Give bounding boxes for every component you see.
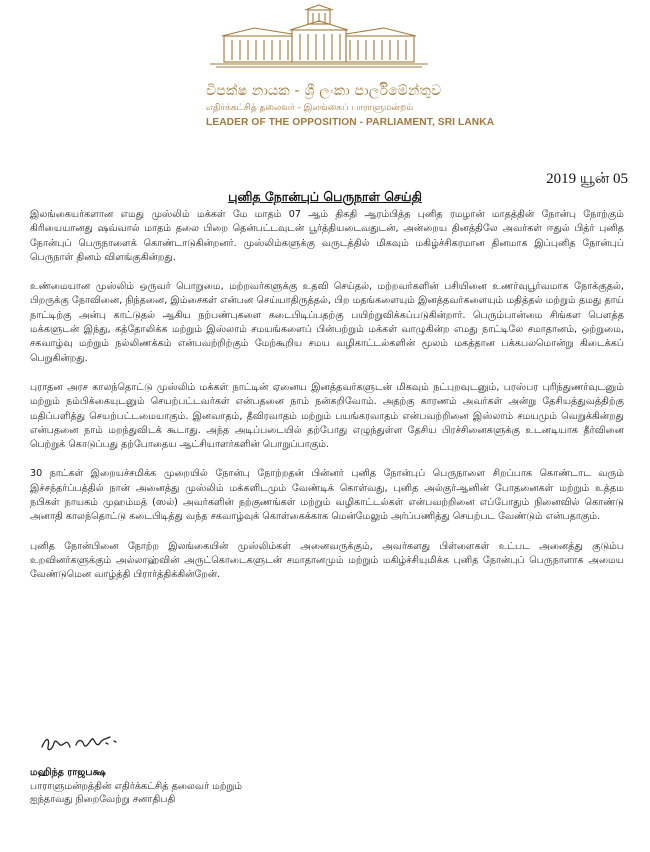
document-title-text: புனித நோன்புப் பெருநாள் செய்தி <box>228 189 422 204</box>
paragraph: உண்மையான முஸ்லிம் ஒருவர் பொறுமை, மற்றவர்களுக்கு உதவி செய்தல், மற்றவர்களின் பசியினை உணர்வுபூர்வமாக நோக்குதல், பிறருக்கு நோவினை, நிந்தனை, இம்சைகள் என்பன செய்யாதிருத்தல், பிற மதங்களையும் இனத்தவர்களையும் மதித்தல் மற்றும் தமது தாய் நாட்டிற்கு அன்பு காட்டுதல் ஆகிய நற்பண்புகளை கடைபிடிப்பதற்கு பயிற்றுவிக்கப்படுகின்றார். பெரும்பான்மை சிங்கள பௌத்த மக்களுடன் இந்து, கத்தோலிக்க மற்றும் இஸ்லாம் சமயங்களைப் பின்பற்றும் மக்கள் வாழுகின்ற எமது நாட்டிலே சமாதானம், ஒற்றுமை, சகவாழ்வு மற்றும் நல்லிணக்கம் என்பவற்றிற்கும் மேற்கூறிய சமய வழிகாட்டல்களின் மூலம் மகத்தான பக்கபலமொன்று கிடைக்கப் பெறுகின்றது. <box>30 281 624 364</box>
parliament-building-logo-icon <box>206 4 432 68</box>
header-sinhala-title: විපක්ෂ නායක - ශ්‍රී ලංකා පාර්ලිමේන්තුව <box>206 83 442 99</box>
paragraph: 30 நாட்கள் இறையச்சமிக்க முறையில் நோன்பு நோற்றதன் பின்னர் புனித நோன்புப் பெருநாளை சிறப்பாக கொண்டாட வரும் இச்சந்தர்ப்பத்தில் நான் அனைத்து முஸ்லிம் மக்களிடமும் வேண்டிக் கொள்வது, புனித அல்குர்ஆனின் போதனைகள் மற்றும் உத்தம நபிகள் நாயகம் முஹம்மத் (ஸல்) அவர்களின் நற்குணங்கள் மற்றும் வழிகாட்டல்கள் என்பவற்றினை எப்போதும் நினைவில் கொண்டு அனாதி காலந்தொட்டு கடைபிடித்து வந்த சகவாழ்வுக் கொள்கைக்காக மென்மேலும் அர்ப்பணித்து செயற்பட வேண்டும் என்பதாகும். <box>30 468 624 523</box>
paragraph: புனித நோன்பினை நோற்ற இலங்கையின் முஸ்லிம்கள் அனைவருக்கும், அவர்களது பிள்ளைகள் உட்பட அனைத்து குடும்ப உறவினர்களுக்கும் அல்லாஹ்வின் அருட்கொடைகளுடன் சமாதானமும் மற்றும் மகிழ்ச்சியுமிக்க புனித நோன்புப் பெருநாளாக அமைய வேண்டுமென வாழ்த்தி பிரார்த்திக்கின்றேன். <box>30 540 624 581</box>
paragraph: இலங்கையர்களான எமது முஸ்லிம் மக்கள் மே மாதம் 07 ஆம் திகதி ஆரம்பித்த புனித ரமழான் மாதத்தின் நோன்பு நோற்கும் கிரியையானது ஷவ்வால் மாதம் தலை பிறை தென்பட்டவுடன் பூர்த்தியடைவதுடன், அன்றைய தினத்திலே அவர்கள் ஈதுல் பித்ர் புனித நோன்புப் பெருநாளைக் கொண்டாடுகின்றனர். முஸ்லிம்களுக்கு வருடத்தில் மிகவும் மகிழ்ச்சிகரமான தினமாக இப்புனித நோன்புப் பெருநாள் தினம் விளங்குகின்றது. <box>30 209 624 263</box>
document-title <box>0 189 650 206</box>
document-body <box>30 208 624 598</box>
signer-title-line: பாராளுமன்றத்தின் எதிர்க்கட்சித் தலைவர் மற்றும் <box>30 780 243 792</box>
document-date: 2019 யூன் 05 <box>546 171 628 187</box>
header-tamil-title: எதிர்க்கட்சித் தலைவர் - இலங்கைப் பாராளுமன்றம் <box>206 103 414 113</box>
signer-title-line: ஐந்தாவது நிறைவேற்று சனாதிபதி <box>30 794 176 806</box>
signer-name: மஹிந்த ராஜபக்ஷ <box>30 767 106 778</box>
header-english-title: LEADER OF THE OPPOSITION - PARLIAMENT, SRI LANKA <box>206 117 495 128</box>
signer-block <box>30 766 430 807</box>
signature-icon <box>40 733 122 755</box>
paragraph: புராதன அரச காலந்தொட்டு முஸ்லிம் மக்கள் நாட்டின் ஏனைய இனத்தவர்களுடன் மிகவும் நட்புறவுடனும், பரஸ்பர புரிந்துணர்வுடனும் மற்றும் நம்பிக்கையுடனும் செயற்பட்டவர்கள் என்பதனை நாம் நன்கறிவோம். அதற்கு காரணம் அவர்கள் அன்று தேசியத்துவத்திற்கு மதிப்பளித்து செயற்பட்டமையாகும். இனவாதம், தீவிரவாதம் மற்றும் பயங்கரவாதம் என்பவற்றினை இஸ்லாம் சமயமும் வெறுக்கின்றது என்பதனை நாம் மறந்துவிடக் கூடாது. அந்த அடிப்படையில் தற்போது எழுந்துள்ள தேசிய பிரச்சினைகளுக்கு உடனடியாக தீர்வினை பெற்றுக் கொடுப்பது தற்போதைய ஆட்சியாளர்களின் பொறுப்பாகும். <box>30 381 624 451</box>
